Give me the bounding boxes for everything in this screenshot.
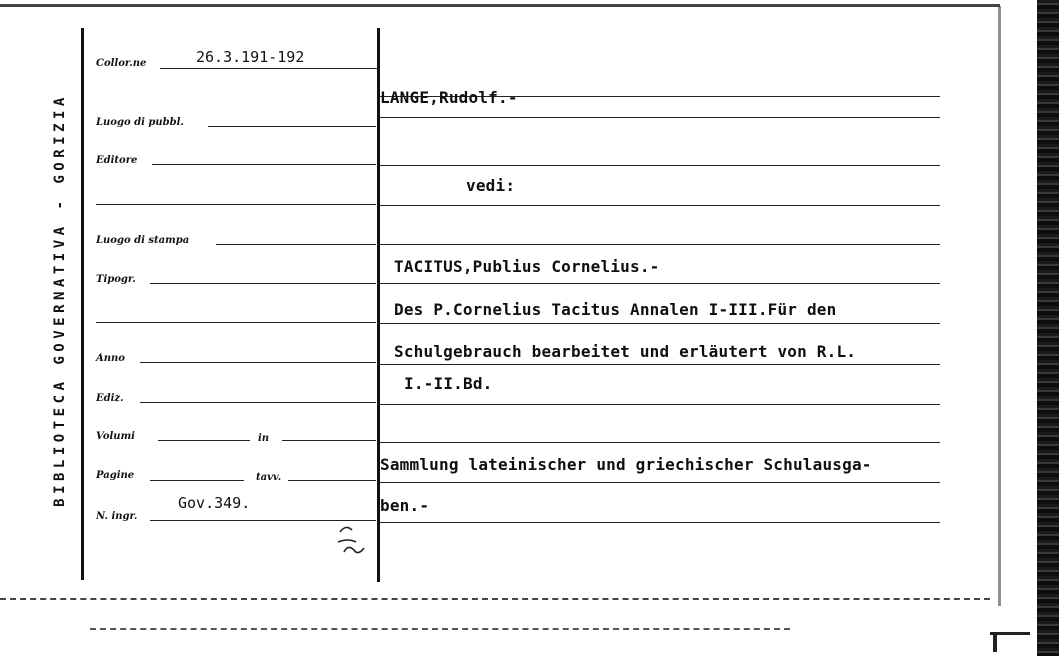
card-right-edge bbox=[998, 6, 1001, 606]
series-line-2: ben.- bbox=[380, 496, 430, 515]
collocazione-line bbox=[160, 68, 378, 69]
in-line bbox=[282, 440, 376, 441]
pagine-label: Pagine bbox=[96, 470, 135, 481]
volumi-label: Volumi bbox=[96, 431, 135, 442]
vedi-label: vedi: bbox=[466, 176, 516, 195]
card-top-edge bbox=[0, 4, 1000, 7]
right-line-5 bbox=[380, 244, 940, 245]
luogo-stampa-label: Luogo di stampa bbox=[96, 235, 190, 246]
tipografia-label: Tipogr. bbox=[96, 274, 136, 285]
author-heading: LANGE,Rudolf.- bbox=[380, 88, 518, 107]
luogo-pubbl-label: Luogo di pubbl. bbox=[96, 117, 184, 128]
n-ingr-label: N. ingr. bbox=[96, 511, 138, 522]
editore-line-2 bbox=[96, 204, 376, 205]
anno-line bbox=[140, 362, 376, 363]
scan-right-border bbox=[1037, 0, 1059, 656]
corner-mark-vertical bbox=[993, 632, 997, 652]
right-line-4 bbox=[380, 205, 940, 206]
n-ingr-value: Gov.349. bbox=[178, 494, 251, 512]
editore-label: Editore bbox=[96, 155, 138, 166]
collocazione-label: Collor.ne bbox=[96, 58, 147, 69]
ediz-label: Ediz. bbox=[96, 393, 124, 404]
right-line-6 bbox=[380, 283, 940, 284]
editore-line bbox=[152, 164, 376, 165]
right-line-12 bbox=[380, 522, 940, 523]
right-line-11 bbox=[380, 482, 940, 483]
left-rule bbox=[81, 28, 84, 580]
right-line-3 bbox=[380, 165, 940, 166]
library-side-label: BIBLIOTECA GOVERNATIVA - GORIZIA bbox=[52, 93, 68, 507]
title-line-1: Des P.Cornelius Tacitus Annalen I-III.Für den bbox=[394, 300, 837, 319]
n-ingr-line bbox=[150, 520, 376, 521]
right-line-10 bbox=[380, 442, 940, 443]
scan-bottom-mark bbox=[90, 628, 790, 630]
luogo-pubbl-line bbox=[208, 126, 376, 127]
ediz-line bbox=[140, 402, 376, 403]
card-bottom-edge bbox=[0, 598, 990, 600]
tipografia-line-2 bbox=[96, 322, 376, 323]
ref-author: TACITUS,Publius Cornelius.- bbox=[394, 257, 660, 276]
tav-label: tavv. bbox=[256, 472, 282, 483]
luogo-stampa-line bbox=[216, 244, 376, 245]
handwritten-mark bbox=[334, 522, 374, 562]
right-line-9 bbox=[380, 404, 940, 405]
in-label: in bbox=[258, 433, 270, 444]
right-line-7 bbox=[380, 323, 940, 324]
tipografia-line bbox=[150, 283, 376, 284]
series-line-1: Sammlung lateinischer und griechischer Schulausga- bbox=[380, 455, 872, 474]
title-line-3: I.-II.Bd. bbox=[404, 374, 493, 393]
right-line-2 bbox=[380, 117, 940, 118]
anno-label: Anno bbox=[96, 353, 125, 364]
tav-line bbox=[288, 480, 376, 481]
collocazione-value: 26.3.191-192 bbox=[196, 48, 305, 66]
pagine-line bbox=[150, 480, 244, 481]
volumi-line bbox=[158, 440, 250, 441]
right-line-8 bbox=[380, 364, 940, 365]
title-line-2: Schulgebrauch bearbeitet und erläutert von R.L. bbox=[394, 342, 857, 361]
